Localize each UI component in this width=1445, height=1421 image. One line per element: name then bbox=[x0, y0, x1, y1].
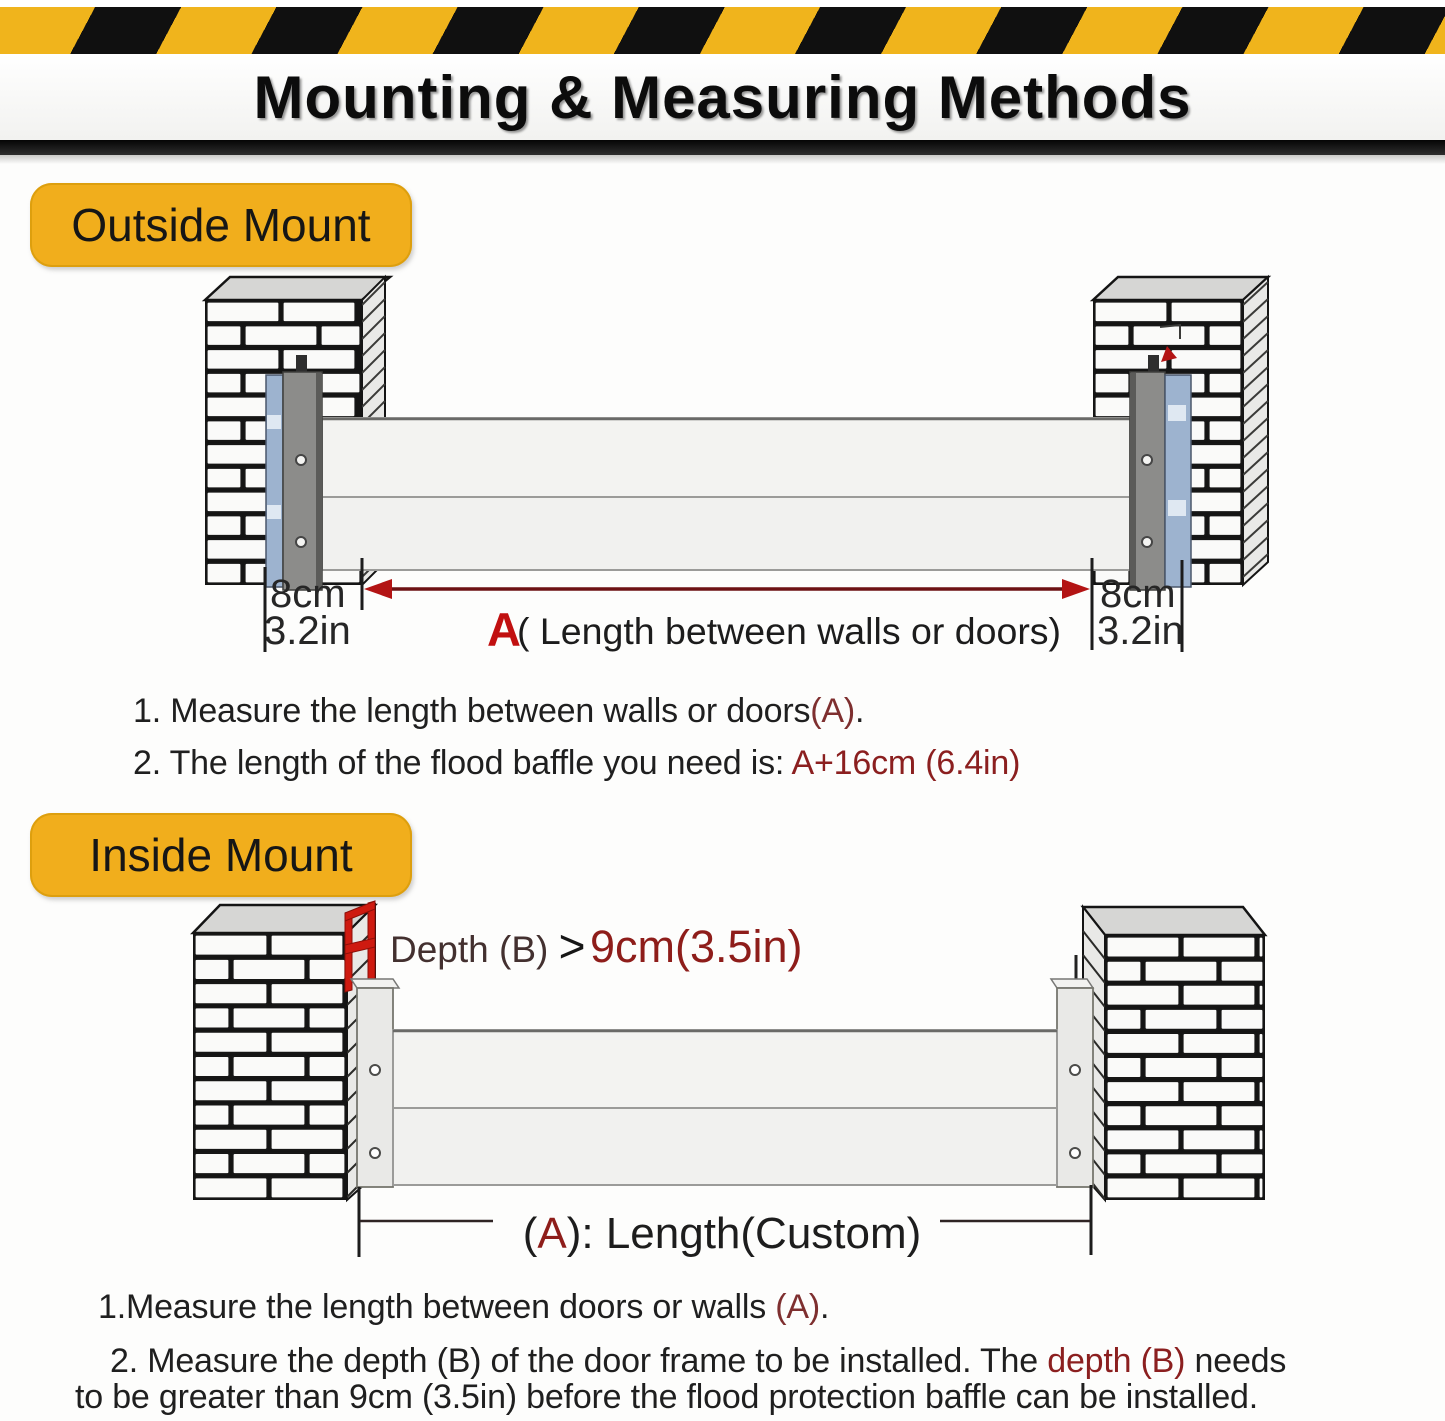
step-text: . bbox=[855, 692, 865, 730]
step-ref-depth: depth (B) bbox=[1047, 1342, 1186, 1380]
pillar-side-face bbox=[1243, 277, 1268, 585]
baffle-plank-bottom bbox=[393, 1108, 1057, 1185]
channel-cap bbox=[1051, 979, 1093, 988]
pillar-front-face bbox=[193, 933, 347, 1200]
length-label-rest: ): Length(Custom) bbox=[566, 1209, 922, 1258]
mounting-channel-left bbox=[351, 979, 399, 1187]
hazard-stripe-banner bbox=[0, 7, 1445, 54]
depth-label bbox=[390, 920, 803, 972]
screw-hole bbox=[370, 1065, 380, 1075]
diagram-outside-mount bbox=[0, 265, 1445, 665]
pillar-top-face bbox=[1083, 907, 1265, 935]
seal-highlight bbox=[267, 415, 281, 429]
pillar-top-face bbox=[205, 277, 390, 300]
pillar-top-face bbox=[1093, 277, 1268, 300]
channel-cap bbox=[351, 979, 399, 988]
dim-right-in: 3.2in bbox=[1097, 609, 1184, 653]
step-formula: A+16cm (6.4in) bbox=[791, 744, 1021, 782]
inside-step-2-line-2 bbox=[75, 1378, 1258, 1417]
screw-hole bbox=[1142, 537, 1152, 547]
arrowhead-left bbox=[364, 579, 392, 599]
step-ref-a: (A) bbox=[775, 1288, 820, 1326]
rail-channel-edge bbox=[316, 373, 322, 589]
depth-gt-sign: > bbox=[558, 920, 586, 972]
dimension-outside bbox=[264, 558, 1184, 656]
step-text: needs bbox=[1185, 1342, 1287, 1380]
flood-baffle bbox=[322, 418, 1130, 570]
step-text: 1. Measure the length between walls or doors bbox=[133, 692, 811, 730]
brick-pillar-right bbox=[1051, 907, 1265, 1200]
inside-mount-badge bbox=[30, 813, 412, 897]
dimension-inside bbox=[359, 1185, 1091, 1258]
title-divider-bar bbox=[0, 140, 1445, 155]
step-ref-a: (A) bbox=[810, 692, 855, 730]
step-text: 1.Measure the length between doors or walls bbox=[98, 1288, 776, 1326]
screw-hole bbox=[370, 1148, 380, 1158]
rail-seal-strip bbox=[266, 375, 283, 587]
dim-label-a: A bbox=[487, 603, 521, 656]
inside-mount-badge-label: Inside Mount bbox=[89, 829, 353, 881]
pillar-front-face bbox=[1105, 935, 1265, 1200]
step-text: 2. The length of the flood baffle you need is: bbox=[133, 744, 792, 782]
depth-value: 9cm(3.5in) bbox=[589, 921, 803, 972]
rail-anchor-tab bbox=[1148, 355, 1159, 374]
length-label bbox=[523, 1209, 922, 1258]
title-divider-shadow bbox=[0, 155, 1445, 164]
page-title: Mounting & Measuring Methods bbox=[253, 63, 1192, 131]
rail-channel-edge bbox=[1130, 373, 1136, 589]
step-text: to be greater than 9cm (3.5in) before the flood protection baffle can be installed. bbox=[75, 1378, 1258, 1416]
seal-highlight bbox=[1168, 500, 1186, 516]
screw-hole bbox=[296, 455, 306, 465]
baffle-plank-top bbox=[393, 1030, 1057, 1108]
arrowhead-right bbox=[1062, 579, 1090, 599]
dim-left-cm: 8cm bbox=[270, 572, 346, 616]
screw-hole bbox=[1070, 1148, 1080, 1158]
diagram-inside-mount bbox=[0, 895, 1445, 1280]
step-text: 2. Measure the depth (B) of the door frame to be installed. The bbox=[110, 1342, 1048, 1380]
dim-right-cm: 8cm bbox=[1100, 572, 1176, 616]
header-top-margin bbox=[0, 0, 1445, 7]
rail-anchor-tab bbox=[296, 355, 307, 374]
baffle-plank-top bbox=[322, 418, 1130, 497]
length-label-a: A bbox=[537, 1209, 567, 1258]
seal-highlight bbox=[1168, 405, 1186, 421]
baffle-plank-bottom bbox=[322, 497, 1130, 570]
outside-step-2 bbox=[133, 744, 1020, 783]
screw-hole bbox=[296, 537, 306, 547]
seal-highlight bbox=[267, 505, 281, 519]
depth-label-text: Depth (B) bbox=[390, 929, 559, 970]
mounting-rail-left bbox=[266, 355, 322, 590]
brick-pillar-left bbox=[193, 901, 399, 1200]
outside-mount-badge bbox=[30, 183, 412, 267]
dim-left-in: 3.2in bbox=[264, 609, 351, 653]
inside-step-2-line-1 bbox=[110, 1342, 1286, 1381]
screw-hole bbox=[1142, 455, 1152, 465]
dim-label-text: ( Length between walls or doors) bbox=[517, 610, 1062, 652]
screw-hole bbox=[1070, 1065, 1080, 1075]
flood-baffle bbox=[393, 1030, 1057, 1185]
inside-step-1 bbox=[98, 1288, 829, 1327]
length-label-open: ( bbox=[522, 1209, 538, 1258]
step-text: . bbox=[820, 1288, 830, 1326]
title-band bbox=[0, 54, 1445, 140]
outside-mount-badge-label: Outside Mount bbox=[71, 199, 371, 251]
outside-step-1 bbox=[133, 692, 864, 731]
